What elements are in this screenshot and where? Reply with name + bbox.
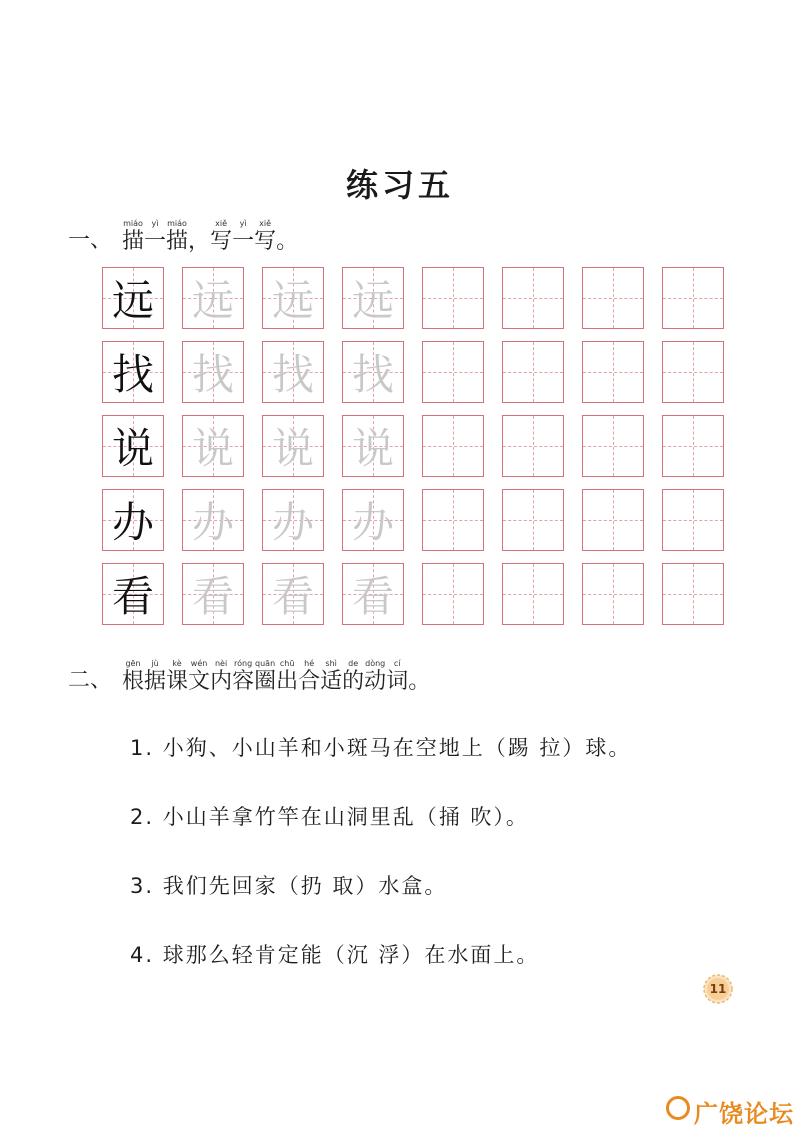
section2-pinyin: de bbox=[348, 659, 359, 668]
trace-character: 找 bbox=[351, 350, 394, 399]
section1-char bbox=[276, 218, 298, 254]
section2-hanzi: 动 bbox=[364, 669, 387, 694]
section1-number: 一、 bbox=[68, 228, 113, 253]
empty-writing-box[interactable] bbox=[662, 563, 724, 625]
section1-hanzi: 写 bbox=[254, 229, 277, 254]
trace-character: 办 bbox=[351, 498, 394, 547]
empty-writing-box[interactable] bbox=[502, 267, 564, 329]
trace-character-box bbox=[342, 415, 404, 477]
section1-pinyin: xiě bbox=[215, 219, 228, 228]
section2-hanzi: 据 bbox=[144, 669, 167, 694]
model-character: 远 bbox=[111, 276, 154, 325]
trace-character-box bbox=[182, 267, 244, 329]
section2-pinyin: hé bbox=[304, 659, 315, 668]
page-number: 11 bbox=[709, 982, 727, 996]
section1-pinyin: yì bbox=[239, 219, 247, 228]
model-character: 说 bbox=[111, 424, 154, 473]
trace-character-box bbox=[342, 267, 404, 329]
model-character-box bbox=[102, 563, 164, 625]
trace-character-box bbox=[182, 341, 244, 403]
watermark-text: 广饶论坛 bbox=[694, 1100, 794, 1128]
empty-writing-box[interactable] bbox=[422, 267, 484, 329]
empty-writing-box[interactable] bbox=[582, 415, 644, 477]
section1-pinyin: miáo bbox=[167, 219, 187, 228]
section2-hanzi: 词 bbox=[386, 669, 409, 694]
section2-hanzi: 适 bbox=[320, 669, 343, 694]
section2-char bbox=[122, 658, 144, 694]
trace-character: 找 bbox=[271, 350, 314, 399]
trace-character-box bbox=[262, 415, 324, 477]
empty-writing-box[interactable] bbox=[502, 415, 564, 477]
empty-writing-box[interactable] bbox=[422, 415, 484, 477]
trace-character: 远 bbox=[351, 276, 394, 325]
trace-character: 远 bbox=[271, 276, 314, 325]
section2-pinyin: róng bbox=[234, 659, 253, 668]
section2-char bbox=[298, 658, 320, 694]
trace-character-box bbox=[342, 563, 404, 625]
trace-character: 说 bbox=[271, 424, 314, 473]
watermark-logo-icon bbox=[666, 1096, 690, 1120]
section1-char bbox=[232, 218, 254, 254]
watermark bbox=[666, 1092, 794, 1128]
trace-character-box bbox=[262, 267, 324, 329]
section2-pinyin: wén bbox=[190, 659, 208, 668]
section2-char bbox=[166, 658, 188, 694]
section2-char bbox=[320, 658, 342, 694]
section2-pinyin: chū bbox=[279, 659, 295, 668]
trace-character: 看 bbox=[271, 572, 314, 621]
section2-hanzi: 课 bbox=[166, 669, 189, 694]
trace-character-box bbox=[262, 489, 324, 551]
section2-char bbox=[144, 658, 166, 694]
section2-number: 二、 bbox=[68, 668, 113, 693]
empty-writing-box[interactable] bbox=[582, 563, 644, 625]
section2-hanzi: 合 bbox=[298, 669, 321, 694]
question-1: 1. 小狗、小山羊和小斑马在空地上（踢 拉）球。 bbox=[130, 736, 632, 760]
empty-writing-box[interactable] bbox=[582, 489, 644, 551]
section1-heading bbox=[68, 218, 298, 254]
trace-character: 说 bbox=[191, 424, 234, 473]
page-title: 练习五 bbox=[345, 166, 454, 204]
section2-heading bbox=[68, 658, 430, 694]
section2-char bbox=[210, 658, 232, 694]
empty-writing-box[interactable] bbox=[502, 489, 564, 551]
section1-hanzi: ， bbox=[188, 229, 211, 254]
section1-hanzi: 写 bbox=[210, 229, 233, 254]
section1-hanzi: 一 bbox=[144, 229, 167, 254]
trace-character-box bbox=[342, 489, 404, 551]
empty-writing-box[interactable] bbox=[662, 341, 724, 403]
trace-character: 远 bbox=[191, 276, 234, 325]
section1-char bbox=[254, 218, 276, 254]
empty-writing-box[interactable] bbox=[662, 267, 724, 329]
section1-hanzi: 描 bbox=[122, 229, 145, 254]
section1-char bbox=[122, 218, 144, 254]
empty-writing-box[interactable] bbox=[502, 563, 564, 625]
empty-writing-box[interactable] bbox=[582, 267, 644, 329]
section2-pinyin: kè bbox=[172, 659, 182, 668]
section2-hanzi: 容 bbox=[232, 669, 255, 694]
model-character: 看 bbox=[111, 572, 154, 621]
model-character-box bbox=[102, 267, 164, 329]
section1-char bbox=[188, 218, 210, 254]
trace-character: 看 bbox=[351, 572, 394, 621]
section1-hanzi: 。 bbox=[276, 229, 299, 254]
section2-hanzi: 内 bbox=[210, 669, 233, 694]
section2-pinyin: dòng bbox=[365, 659, 386, 668]
section2-pinyin: shì bbox=[325, 659, 337, 668]
trace-character-box bbox=[342, 341, 404, 403]
section1-char bbox=[144, 218, 166, 254]
section2-hanzi: 的 bbox=[342, 669, 365, 694]
empty-writing-box[interactable] bbox=[422, 489, 484, 551]
section2-pinyin: gēn bbox=[125, 659, 141, 668]
trace-character: 看 bbox=[191, 572, 234, 621]
section2-hanzi: 根 bbox=[122, 669, 145, 694]
section2-hanzi: 文 bbox=[188, 669, 211, 694]
trace-character-box bbox=[182, 489, 244, 551]
trace-character: 找 bbox=[191, 350, 234, 399]
section2-char bbox=[188, 658, 210, 694]
section2-pinyin: cí bbox=[393, 659, 401, 668]
section2-hanzi: 。 bbox=[408, 669, 431, 694]
empty-writing-box[interactable] bbox=[422, 341, 484, 403]
trace-character: 说 bbox=[351, 424, 394, 473]
section2-char bbox=[232, 658, 254, 694]
section2-pinyin: jù bbox=[151, 659, 159, 668]
trace-character-box bbox=[182, 563, 244, 625]
section1-char bbox=[166, 218, 188, 254]
trace-character-box bbox=[262, 341, 324, 403]
section2-char bbox=[364, 658, 386, 694]
section1-pinyin: miáo bbox=[123, 219, 143, 228]
section2-char bbox=[342, 658, 364, 694]
trace-character: 办 bbox=[191, 498, 234, 547]
section2-char bbox=[276, 658, 298, 694]
trace-character: 办 bbox=[271, 498, 314, 547]
model-character-box bbox=[102, 341, 164, 403]
section1-pinyin: yì bbox=[151, 219, 159, 228]
section2-hanzi: 出 bbox=[276, 669, 299, 694]
section2-char bbox=[254, 658, 276, 694]
question-2: 2. 小山羊拿竹竿在山洞里乱（捅 吹）。 bbox=[130, 805, 529, 829]
empty-writing-box[interactable] bbox=[662, 489, 724, 551]
section2-pinyin: quān bbox=[255, 659, 276, 668]
question-4: 4. 球那么轻肯定能（沉 浮）在水面上。 bbox=[130, 943, 540, 967]
question-3: 3. 我们先回家（扔 取）水盒。 bbox=[130, 874, 448, 898]
section2-pinyin: nèi bbox=[214, 659, 228, 668]
section1-hanzi: 一 bbox=[232, 229, 255, 254]
section1-pinyin: xiě bbox=[259, 219, 272, 228]
trace-character-box bbox=[262, 563, 324, 625]
section1-char bbox=[210, 218, 232, 254]
empty-writing-box[interactable] bbox=[502, 341, 564, 403]
empty-writing-box[interactable] bbox=[582, 341, 644, 403]
page-number-badge bbox=[703, 974, 733, 1004]
empty-writing-box[interactable] bbox=[662, 415, 724, 477]
model-character-box bbox=[102, 415, 164, 477]
trace-character-box bbox=[182, 415, 244, 477]
section2-char bbox=[386, 658, 408, 694]
model-character: 找 bbox=[111, 350, 154, 399]
model-character-box bbox=[102, 489, 164, 551]
model-character: 办 bbox=[111, 498, 154, 547]
empty-writing-box[interactable] bbox=[422, 563, 484, 625]
section2-char bbox=[408, 658, 430, 694]
section2-hanzi: 圈 bbox=[254, 669, 277, 694]
section1-hanzi: 描 bbox=[166, 229, 189, 254]
